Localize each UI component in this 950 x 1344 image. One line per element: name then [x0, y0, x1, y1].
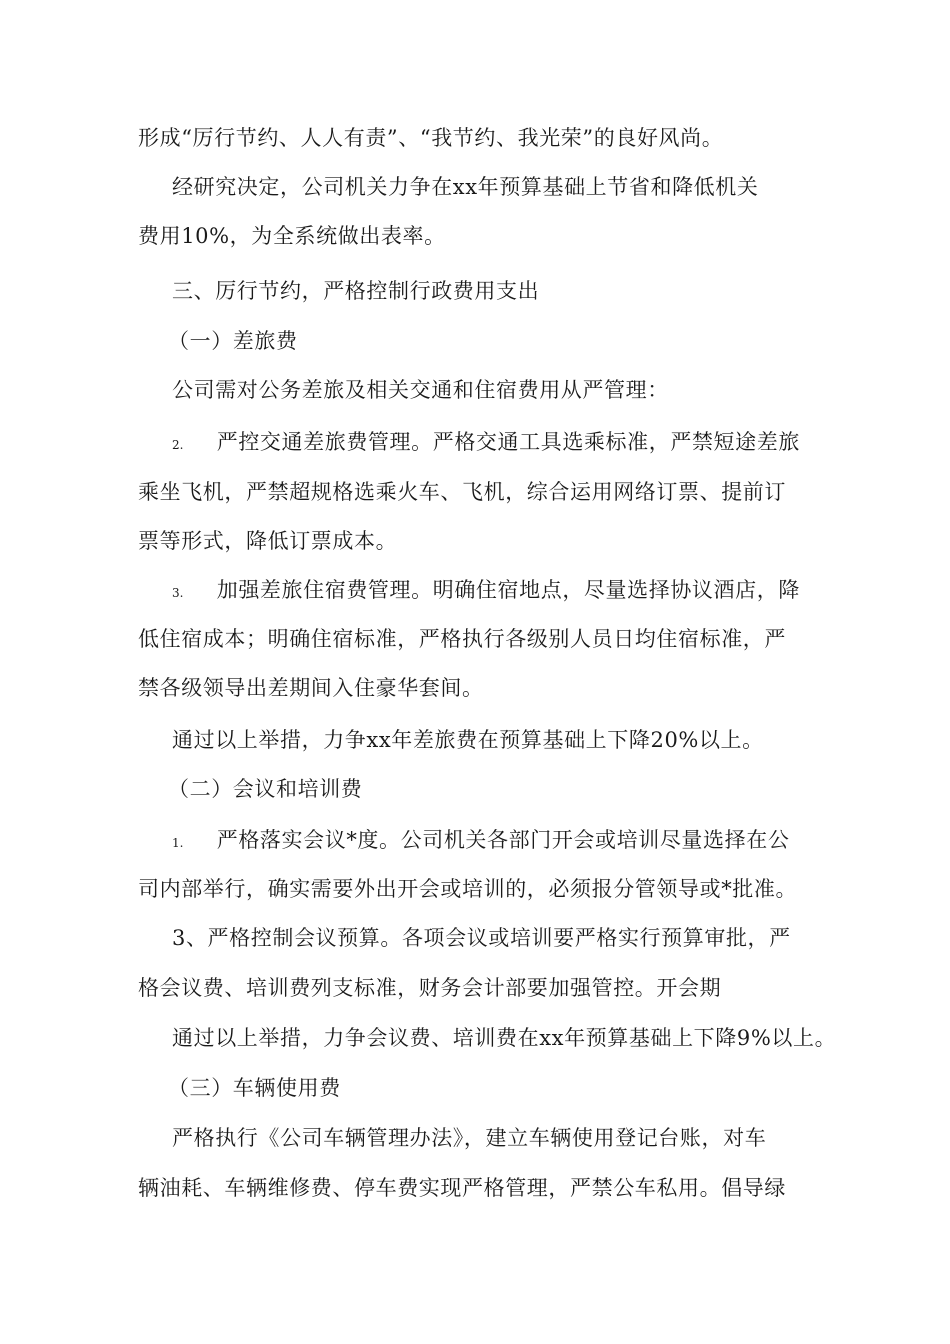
paragraph-line: 司内部举行，确实需要外出开会或培训的，必须报分管领导或*批准。 — [138, 877, 798, 901]
paragraph-line: 乘坐飞机，严禁超规格选乘火车、飞机，综合运用网络订票、提前订 — [138, 480, 786, 504]
subsection-heading: （一）差旅费 — [168, 329, 298, 353]
paragraph-line: 经研究决定，公司机关力争在xx年预算基础上节省和降低机关 — [172, 175, 759, 199]
subsection-heading: （二）会议和培训费 — [168, 777, 363, 801]
paragraph-line: 辆油耗、车辆维修费、停车费实现严格管理，严禁公车私用。倡导绿 — [138, 1176, 786, 1200]
paragraph-line: 格会议费、培训费列支标准，财务会计部要加强管控。开会期 — [138, 976, 722, 1000]
paragraph-line: 形成“厉行节约、人人有责”、“我节约、我光荣”的良好风尚。 — [138, 126, 724, 150]
paragraph-line: 禁各级领导出差期间入住豪华套间。 — [138, 676, 484, 700]
paragraph-line: 严格执行《公司车辆管理办法》，建立车辆使用登记台账，对车 — [172, 1126, 767, 1150]
section-heading: 三、厉行节约，严格控制行政费用支出 — [172, 279, 540, 303]
list-item — [172, 576, 800, 607]
paragraph-line: 3、严格控制会议预算。各项会议或培训要严格实行预算审批，严 — [172, 926, 791, 950]
list-item-text: 严格落实会议*度。公司机关各部门开会或培训尽量选择在公 — [216, 828, 790, 852]
list-item-text: 加强差旅住宿费管理。明确住宿地点，尽量选择协议酒店，降 — [216, 578, 800, 602]
list-item — [172, 826, 789, 857]
paragraph-line: 通过以上举措，力争会议费、培训费在xx年预算基础上下降9%以上。 — [172, 1026, 837, 1050]
paragraph-line: 费用10%，为全系统做出表率。 — [138, 224, 446, 248]
paragraph-line: 通过以上举措，力争xx年差旅费在预算基础上下降20%以上。 — [172, 728, 764, 752]
list-number: 1. — [172, 836, 184, 850]
paragraph-line: 公司需对公务差旅及相关交通和住宿费用从严管理： — [172, 378, 669, 402]
paragraph-line: 票等形式，降低订票成本。 — [138, 529, 398, 553]
subsection-heading: （三）车辆使用费 — [168, 1076, 341, 1100]
list-number: 2. — [172, 438, 184, 452]
list-number: 3. — [172, 586, 184, 600]
list-item — [172, 428, 800, 459]
list-item-text: 严控交通差旅费管理。严格交通工具选乘标准，严禁短途差旅 — [216, 430, 800, 454]
paragraph-line: 低住宿成本；明确住宿标准，严格执行各级别人员日均住宿标准，严 — [138, 627, 786, 651]
